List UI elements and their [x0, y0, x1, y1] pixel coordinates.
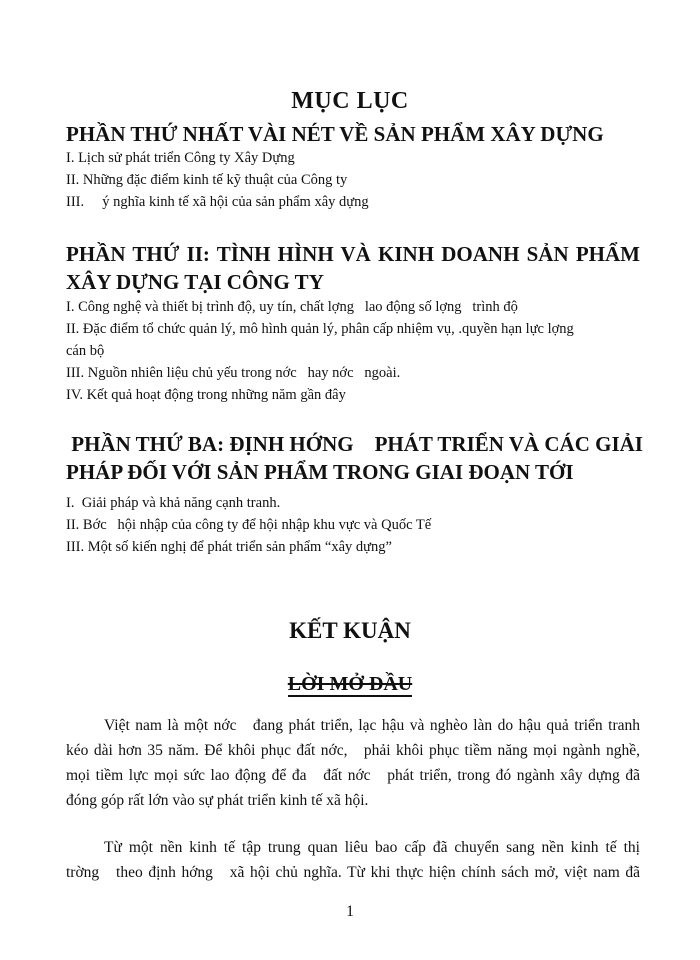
toc-item: I. Giải pháp và khả năng cạnh tranh. — [66, 495, 281, 511]
part-1-heading-line: PHẦN THỨ NHẤT VÀI NÉT VỀ SẢN PHẨM XÂY DỰNG — [66, 122, 604, 146]
paragraph-line: đóng góp rất lớn vào sự phát triển kinh tế xã hội. — [66, 792, 369, 809]
paragraph-line: trờng theo định hớng xã hội chủ nghĩa. Từ khi thực hiện chính sách mở, việt nam đã — [66, 864, 640, 881]
toc-item: I. Lịch sử phát triển Công ty Xây Dựng — [66, 150, 295, 166]
part-3-heading-line: PHẦN THỨ BA: ĐỊNH HỚNG PHÁT TRIỂN VÀ CÁC GIẢI — [66, 432, 643, 456]
toc-item: cán bộ — [66, 343, 105, 359]
toc-item: III. Một số kiến nghị để phát triển sản phẩm “xây dựng” — [66, 539, 392, 555]
intro-heading — [0, 673, 700, 696]
paragraph-line: mọi tiềm lực mọi sức lao động để đa đất nớc phát triển, trong đó ngành xây dựng đã — [66, 767, 640, 784]
page-number: 1 — [346, 903, 354, 920]
toc-item: III. Nguồn nhiên liệu chủ yếu trong nớc hay nớc ngoài. — [66, 365, 401, 381]
part-3-items — [66, 492, 431, 558]
paragraph-line: Việt nam là một nớc đang phát triển, lạc hậu và nghèo làn do hậu quả triển tranh — [104, 717, 640, 734]
part-2-heading — [66, 240, 640, 296]
toc-item: II. Những đặc điểm kinh tế kỹ thuật của Công ty — [66, 172, 348, 188]
conclusion-heading: KẾT KUẬN — [289, 618, 411, 643]
part-2-heading-line: XÂY DỰNG TẠI CÔNG TY — [66, 270, 324, 294]
part-2-items — [66, 296, 574, 406]
body-paragraph-1 — [66, 713, 640, 813]
paragraph-line: kéo dài hơn 35 năm. Để khôi phục đất nớc, phải khôi phục tiềm năng mọi ngành nghề, — [66, 742, 640, 759]
toc-item: IV. Kết quả hoạt động trong những năm gần đây — [66, 387, 346, 403]
body-paragraph-2 — [66, 835, 640, 885]
part-1-heading — [66, 120, 604, 148]
part-3-heading-line: PHÁP ĐỐI VỚI SẢN PHẨM TRONG GIAI ĐOẠN TỚI — [66, 460, 574, 484]
part-3-heading — [66, 430, 643, 486]
part-1-items — [66, 147, 369, 213]
toc-title: MỤC LỤC — [291, 88, 409, 114]
toc-item: III. ý nghĩa kinh tế xã hội của sản phẩm xây dựng — [66, 194, 369, 210]
toc-item: II. Bớc hội nhập của công ty để hội nhập khu vực và Quốc Tế — [66, 517, 432, 533]
toc-item: II. Đặc điểm tổ chức quản lý, mô hình quản lý, phân cấp nhiệm vụ, .quyền hạn lực lợng — [66, 321, 574, 337]
toc-item: I. Công nghệ và thiết bị trình độ, uy tín, chất lợng lao động số lợng trình độ — [66, 299, 518, 315]
intro-heading-text: LỜI MỞ ĐẦU — [287, 673, 413, 695]
paragraph-line: Từ một nền kinh tế tập trung quan liêu bao cấp đã chuyển sang nền kinh tế thị — [104, 839, 640, 856]
part-2-heading-line: PHẦN THỨ II: TÌNH HÌNH VÀ KINH DOANH SẢN PHẨM — [66, 242, 640, 266]
